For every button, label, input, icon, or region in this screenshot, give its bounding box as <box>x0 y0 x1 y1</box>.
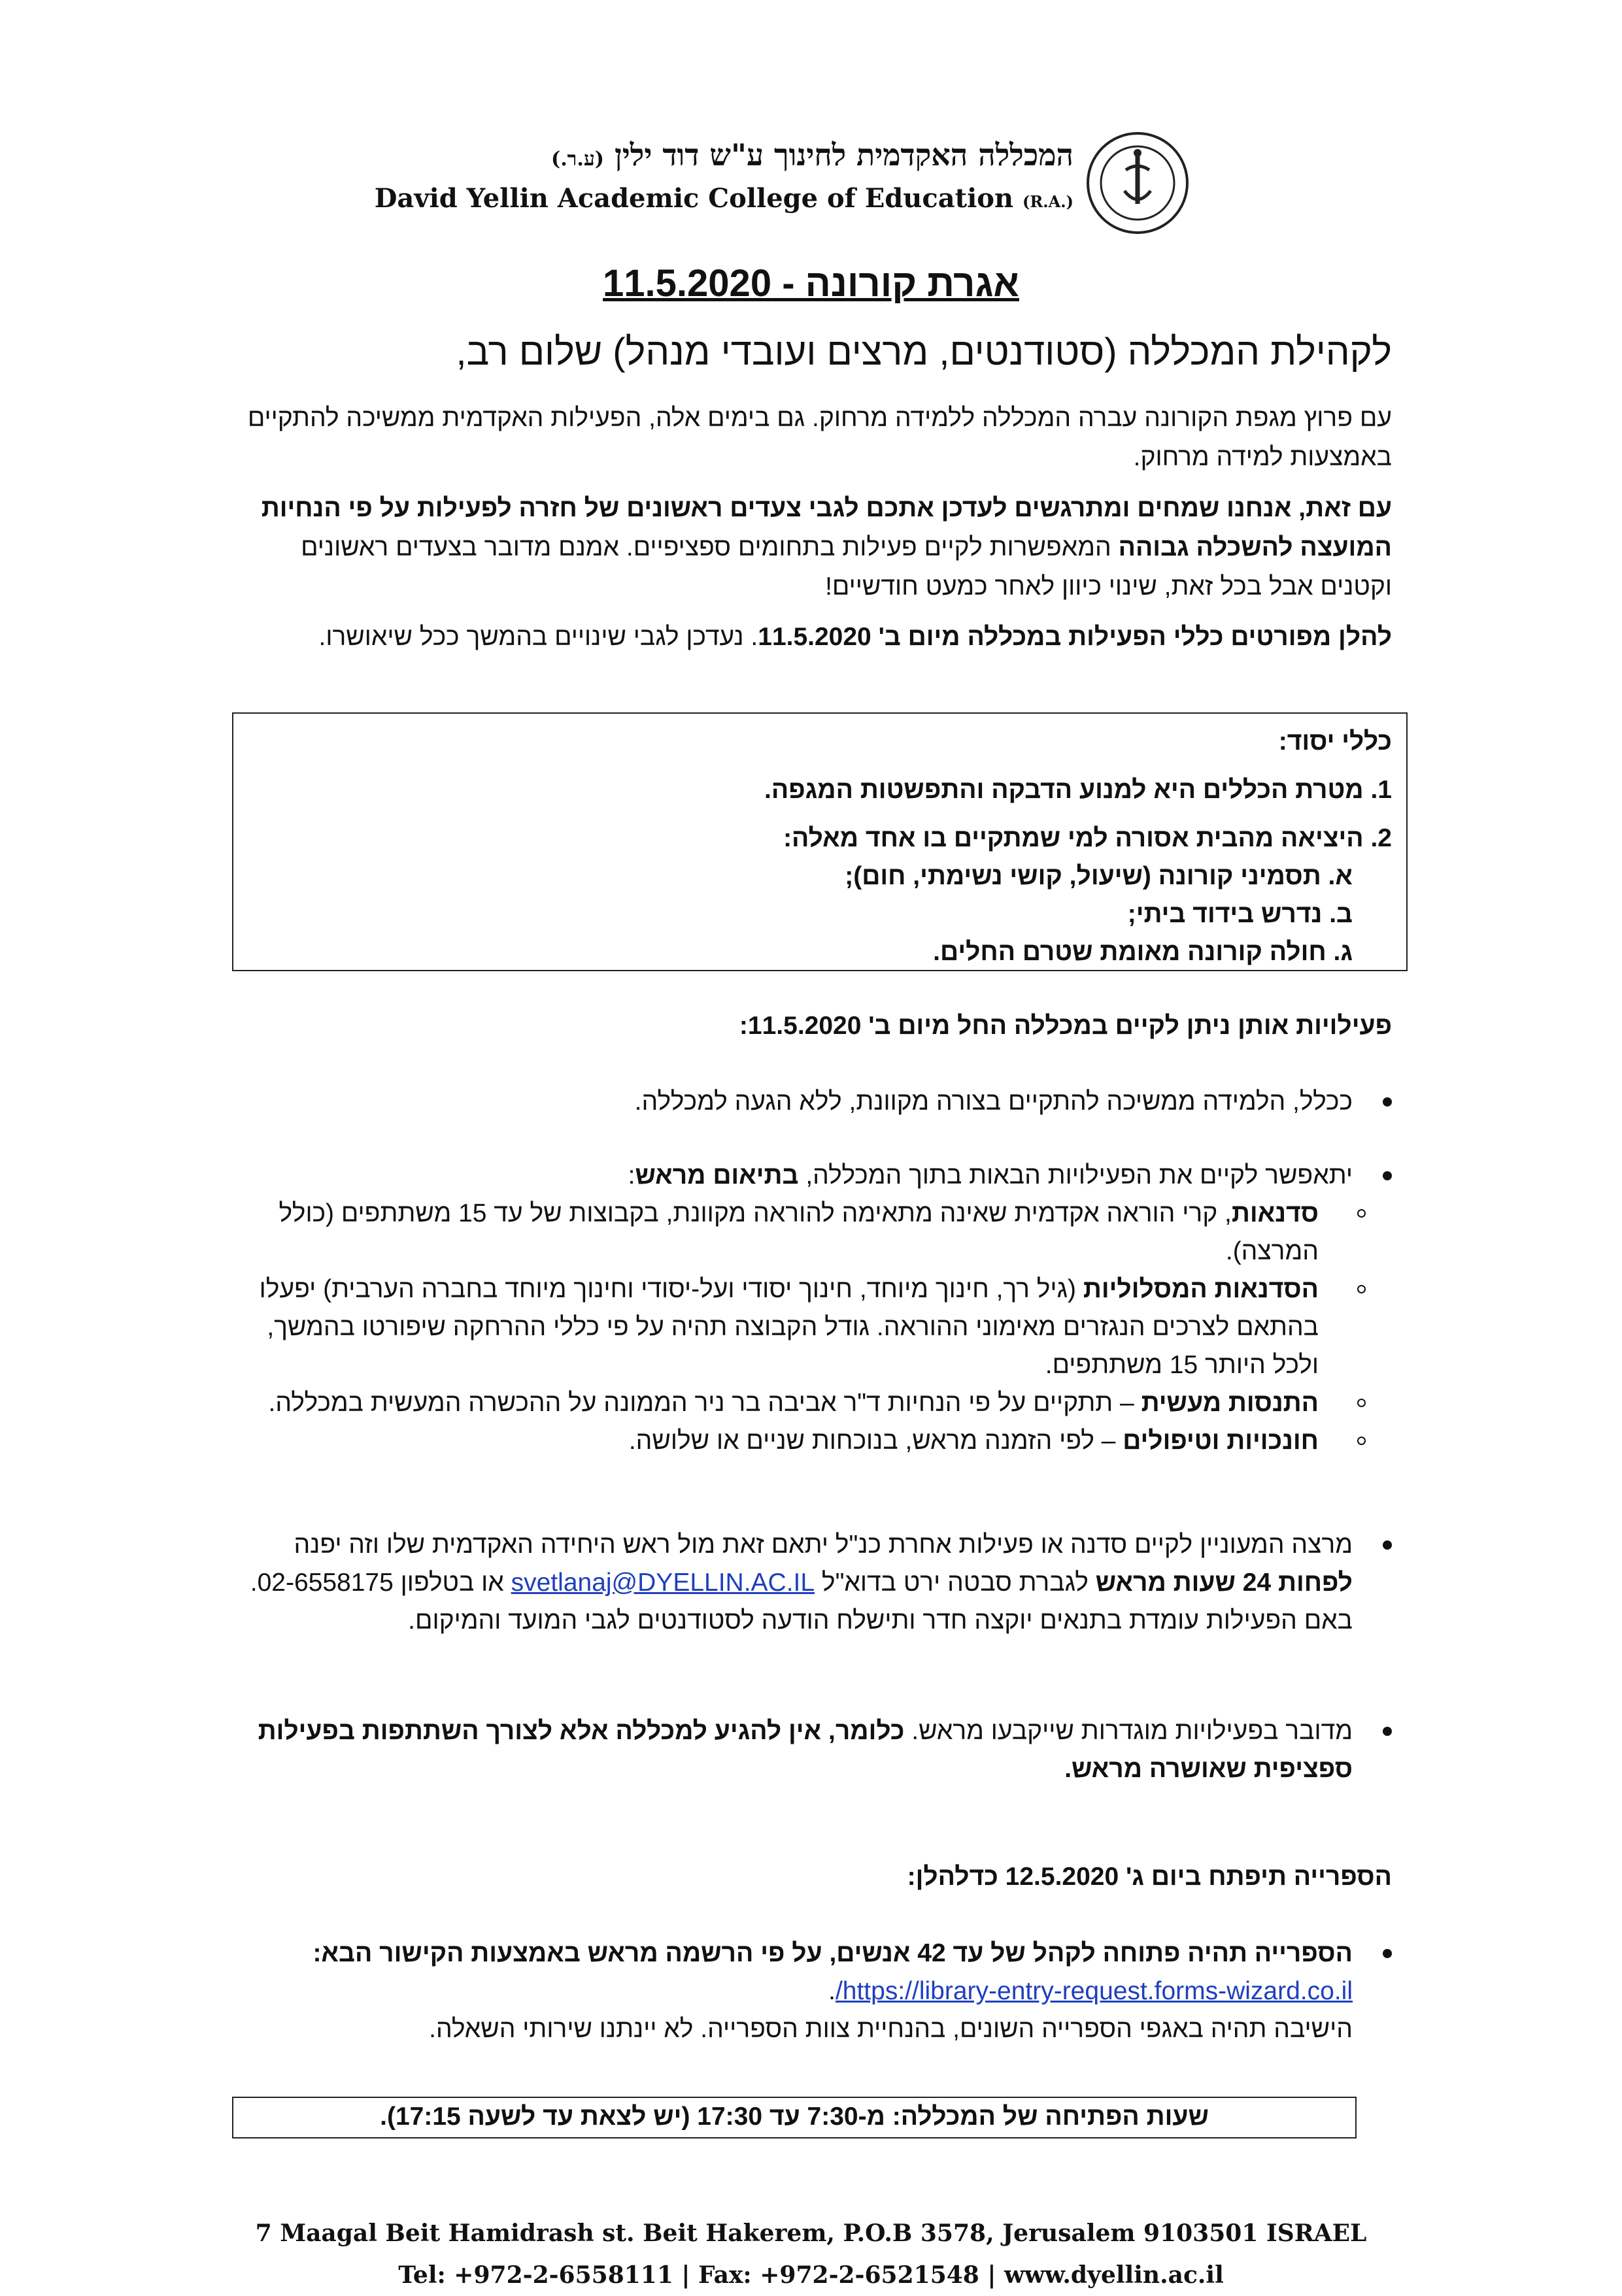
letterhead <box>374 131 1190 248</box>
paragraph-return: עם זאת, אנחנו שמחים ומתרגשים לעדכן אתכם לגבי צעדים ראשונים של חזרה לפעילות על פי הנחיות המועצה להשכלה גבוהה המאפשרות לקיים פעילות בתחומים ספציפיים. אמנם מדובר בצעדים ראשונים וקטנים אבל בכל זאת, שינוי כיוון לאחר כמעט חודשיים! <box>261 494 1392 601</box>
rule-2c: ג. חולה קורונה מאומת שטרם החלים. <box>933 938 1353 966</box>
circle-bullet-icon <box>1357 1285 1366 1293</box>
college-name-hebrew: המכללה האקדמית לחינוך ע"ש דוד ילין (ע.ר.) <box>551 137 1073 173</box>
page-title: אגרת קורונה - 11.5.2020 <box>603 262 1019 305</box>
bullet-icon <box>1383 1949 1392 1958</box>
rule-1: 1. מטרת הכללים היא למנוע הדבקה והתפשטות המגפה. <box>764 776 1392 804</box>
library-heading: הספרייה תיפתח ביום ג' 12.5.2020 כדלהלן: <box>907 1863 1392 1891</box>
footer-address: 7 Maagal Beit Hamidrash st. Beit Hakerem, P.O.B 3578, Jerusalem 9103501 ISRAEL <box>255 2220 1367 2247</box>
greeting: לקהילת המכללה (סטודנטים, מרצים ועובדי מנהל) שלום רב, <box>456 331 1392 373</box>
paragraph-intro: עם פרוץ מגפת הקורונה עברה המכללה ללמידה מרחוק. גם בימים אלה, הפעילות האקדמית ממשיכה להתקיים באמצעות למידה מרחוק. <box>247 404 1392 471</box>
library-registration-link[interactable]: https://library-entry-request.forms-wizard.co.il/ <box>835 1977 1353 2005</box>
activities-heading: פעילויות אותן ניתן לקיים במכללה החל מיום ב' 11.5.2020: <box>739 1012 1392 1040</box>
footer <box>0 2212 1622 2296</box>
bullet-icon <box>1383 1097 1392 1106</box>
list-item-practicum: התנסות מעשית – תתקיים על פי הנחיות ד"ר אביבה בר ניר הממונה על ההכשרה המעשית במכללה. <box>222 1384 1392 1422</box>
rules-heading: כללי יסוד: <box>1278 727 1392 756</box>
bullet-coordination: מרצה המעוניין לקיים סדנה או פעילות אחרת כנ"ל יתאם זאת מול ראש היחידה האקדמית שלו וזה יפנה לפחות 24 שעות מראש לגברת סבטה ירט בדוא"ל svetlanaj@DYELLIN.AC.IL או בטלפון 02-6558175. באם הפעילות עומדת בתנאים יוקצה חדר ותישלח הודעה לסטודנטים לגבי המועד והמיקום. <box>222 1526 1392 1640</box>
email-link[interactable]: svetlanaj@DYELLIN.AC.IL <box>511 1569 815 1597</box>
list-item-mentoring: חונכויות וטיפולים – לפי הזמנה מראש, בנוכחות שניים או שלושה. <box>222 1422 1392 1460</box>
college-seal-icon <box>1085 131 1190 235</box>
opening-hours-box: שעות הפתיחה של המכללה: מ-7:30 עד 17:30 (יש לצאת עד לשעה 17:15). <box>232 2097 1357 2138</box>
bullet-allowed-activities: יתאפשר לקיים את הפעילויות הבאות בתוך המכללה, בתיאום מראש: סדנאות, קרי הוראה אקדמית שאינה מתאימה להוראה מקוונת, בקבוצות של עד 15 משתתפים (כולל המרצה). הסדנאות המסלוליות (גיל רך, חינוך מיוחד, חינוך יסודי ועל-יסודי וחינוך מיוחד בחברה הערבית) יפעלו בהתאם לצרכים הנגזרים מאימוני ההוראה. גודל הקבוצה תהיה על פי כללי ההרחקה שיפורטו בהמשך, ולכל היותר 15 משתתפים. התנסות מעשית – תתקיים על פי הנחיות ד"ר אביבה בר ניר הממונה על ההכשרה המעשית במכללה. חונכויות וטיפולים – לפי הזמנה מראש, בנוכחות שניים או שלושה. <box>222 1157 1392 1460</box>
circle-bullet-icon <box>1357 1209 1366 1218</box>
bullet-icon <box>1383 1540 1392 1550</box>
paragraph-rules-intro: להלן מפורטים כללי הפעילות במכללה מיום ב' 11.5.2020. נעדכן לגבי שינויים בהמשך ככל שיאושרו. <box>318 623 1392 651</box>
footer-contact: Tel: +972-2-6558111 | Fax: +972-2-6521548 | www.dyellin.ac.il <box>398 2261 1224 2289</box>
college-name-english: David Yellin Academic College of Education (R.A.) <box>374 183 1073 214</box>
circle-bullet-icon <box>1357 1437 1366 1445</box>
list-item-track-workshops: הסדנאות המסלוליות (גיל רך, חינוך מיוחד, חינוך יסודי ועל-יסודי וחינוך מיוחד בחברה הערבית) יפעלו בהתאם לצרכים הנגזרים מאימוני ההוראה. גודל הקבוצה תהיה על פי כללי ההרחקה שיפורטו בהמשך, ולכל היותר 15 משתתפים. <box>222 1271 1392 1384</box>
rule-2: 2. היציאה מהבית אסורה למי שמתקיים בו אחד מאלה: <box>783 824 1392 852</box>
bullet-icon <box>1383 1727 1392 1736</box>
bullet-online-learning: ככלל, הלמידה ממשיכה להתקיים בצורה מקוונת, ללא הגעה למכללה. <box>222 1083 1392 1121</box>
rule-2a: א. תסמיני קורונה (שיעול, קושי נשימתי, חום); <box>845 862 1353 890</box>
bullet-defined-activities: מדובר בפעילויות מוגדרות שייקבעו מראש. כלומר, אין להגיע למכללה אלא לצורך השתתפות בפעילות ספציפית שאושרה מראש. <box>222 1712 1392 1788</box>
circle-bullet-icon <box>1357 1399 1366 1407</box>
rule-2b: ב. נדרש בידוד ביתי; <box>1127 900 1353 928</box>
bullet-icon <box>1383 1171 1392 1180</box>
bullet-library: הספרייה תהיה פתוחה לקהל של עד 42 אנשים, על פי הרשמה מראש באמצעות הקישור הבא: https://library-entry-request.forms-wizard.co.il/. הישיבה תהיה באגפי הספרייה השונים, בהנחיית צוות הספרייה. לא יינתנו שירותי השאלה. <box>222 1935 1392 2048</box>
basic-rules-box <box>232 712 1408 971</box>
list-item-workshops: סדנאות, קרי הוראה אקדמית שאינה מתאימה להוראה מקוונת, בקבוצות של עד 15 משתתפים (כולל המרצה). <box>222 1195 1392 1271</box>
